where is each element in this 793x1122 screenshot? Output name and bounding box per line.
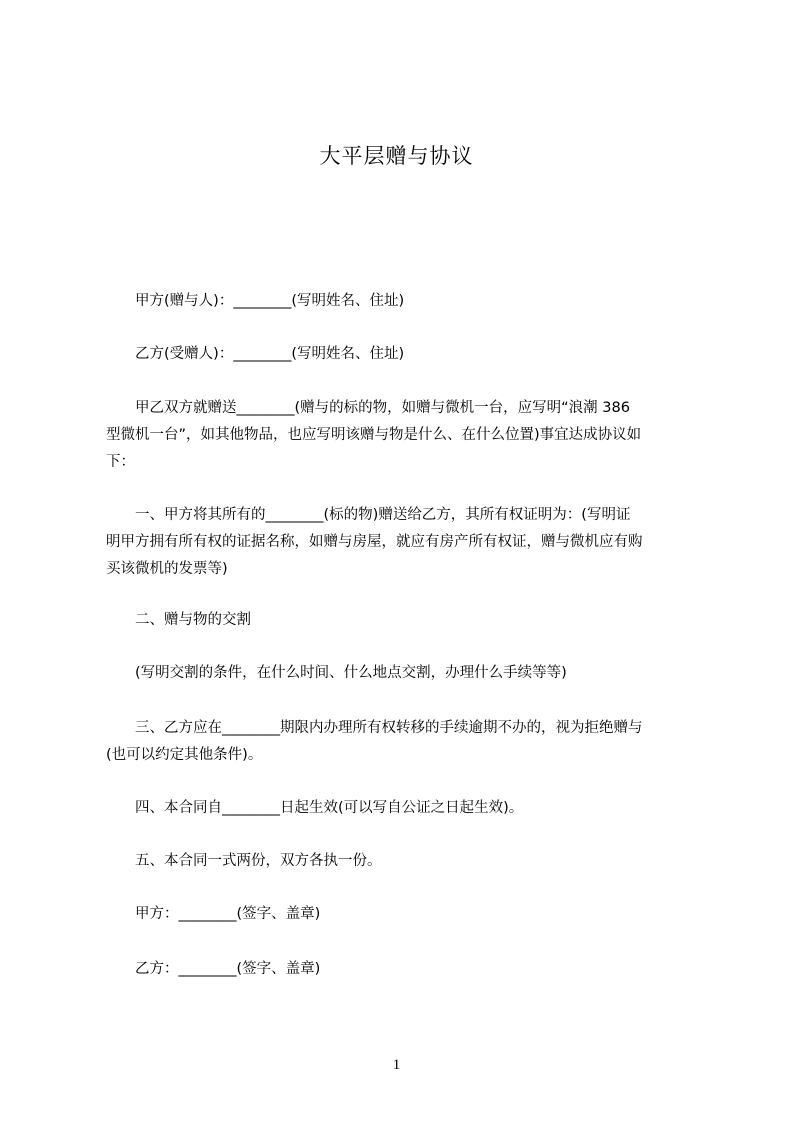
- paragraph-line: (写明交割的条件，在什么时间、什么地点交割，办理什么手续等等): [106, 665, 567, 681]
- clause-two-heading: [106, 607, 702, 634]
- paragraph-line: 五、本合同一式两份，双方各执一份。: [106, 853, 382, 869]
- paragraph-line: 明甲方拥有所有权的证据名称，如赠与房屋，就应有房产所有权证，赠与微机应有购: [106, 534, 643, 550]
- party-a-donor: [106, 288, 702, 315]
- document-title: 大平层赠与协议: [319, 144, 474, 168]
- clause-two-body: [106, 660, 702, 687]
- paragraph-line: 甲方：________(签字、盖章): [106, 906, 321, 922]
- paragraph-line: 下：: [106, 454, 135, 470]
- paragraph-line: 二、赠与物的交割: [106, 612, 251, 628]
- paragraph-line: 乙方：________(签字、盖章): [106, 961, 321, 977]
- signature-party-b: [106, 956, 702, 983]
- page-number: 1: [392, 1057, 401, 1073]
- paragraph-line: 一、甲方将其所有的________(标的物)赠送给乙方，其所有权证明为：(写明证: [106, 507, 631, 523]
- paragraph-line: 甲方(赠与人)：________(写明姓名、住址): [106, 293, 405, 309]
- paragraph-line: (也可以约定其他条件)。: [106, 747, 263, 763]
- gift-subject-paragraph: [106, 395, 702, 476]
- clause-four: [106, 795, 702, 822]
- clause-five: [106, 848, 702, 875]
- party-b-donee: [106, 341, 702, 368]
- signature-party-a: [106, 901, 702, 928]
- paragraph-line: 买该微机的发票等): [106, 561, 228, 577]
- paragraph-line: 型微机一台”，如其他物品，也应写明该赠与物是什么、在什么位置)事宜达成协议如: [106, 427, 642, 443]
- paragraph-line: 四、本合同自________日起生效(可以写自公证之日起生效)。: [106, 800, 524, 816]
- paragraph-line: 乙方(受赠人)：________(写明姓名、住址): [106, 346, 405, 362]
- clause-one: [106, 502, 702, 583]
- clause-three: [106, 715, 702, 769]
- paragraph-line: 三、乙方应在________期限内办理所有权转移的手续逾期不办的，视为拒绝赠与: [106, 720, 643, 736]
- paragraph-line: 甲乙双方就赠送________(赠与的标的物，如赠与微机一台，应写明“浪潮 386: [106, 400, 630, 416]
